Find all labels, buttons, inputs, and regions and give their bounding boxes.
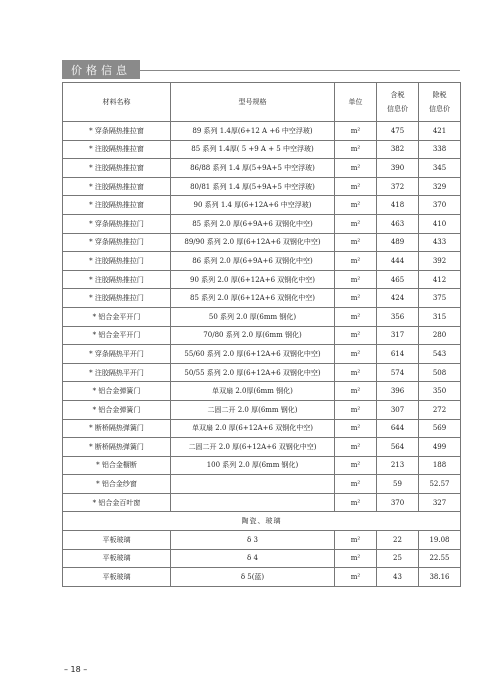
cell-unit: m² xyxy=(335,252,377,271)
cell-material-name: * 注胶隔热推拉窗 xyxy=(63,159,171,178)
table-row xyxy=(63,270,461,289)
cell-unit: m² xyxy=(335,549,377,568)
cell-material-name: 平板玻璃 xyxy=(63,568,171,587)
cell-tax-included: 390 xyxy=(377,159,419,178)
cell-tax-excluded: 350 xyxy=(419,382,461,401)
cell-material-name: * 注胶隔热推拉窗 xyxy=(63,196,171,215)
cell-material-name: * 铝合金弹簧门 xyxy=(63,400,171,419)
cell-tax-included: 59 xyxy=(377,475,419,494)
cell-material-name: * 注胶隔热平开门 xyxy=(63,363,171,382)
cell-tax-excluded: 345 xyxy=(419,159,461,178)
header-material-name: 材料名称 xyxy=(63,83,171,122)
table-row xyxy=(63,159,461,178)
cell-spec: δ 4 xyxy=(171,549,335,568)
cell-spec: 70/80 系列 2.0 厚(6mm 钢化) xyxy=(171,326,335,345)
cell-spec: 二固二开 2.0 厚(6+12A+6 双钢化中空) xyxy=(171,438,335,457)
cell-material-name: * 注胶隔热推拉门 xyxy=(63,270,171,289)
cell-spec xyxy=(171,493,335,512)
table-header-row xyxy=(63,83,461,122)
table-row xyxy=(63,531,461,550)
cell-spec: 单双扇 2.0 厚(6+12A+6 双钢化中空) xyxy=(171,419,335,438)
header-tax-excluded-line2: 信息价 xyxy=(429,105,450,113)
cell-spec: δ 5(蓝) xyxy=(171,568,335,587)
cell-material-name: * 断桥隔热弹簧门 xyxy=(63,419,171,438)
cell-material-name: * 穿条隔热推拉窗 xyxy=(63,122,171,141)
cell-material-name: * 铝合金弹簧门 xyxy=(63,382,171,401)
cell-spec: δ 3 xyxy=(171,531,335,550)
header-tax-included xyxy=(377,83,419,122)
cell-spec: 85 系列 2.0 厚(6+12A+6 双钢化中空) xyxy=(171,289,335,308)
cell-unit: m² xyxy=(335,456,377,475)
table-row xyxy=(63,475,461,494)
cell-material-name: * 注胶隔热推拉窗 xyxy=(63,177,171,196)
table-row xyxy=(63,233,461,252)
cell-unit: m² xyxy=(335,159,377,178)
table-row xyxy=(63,493,461,512)
cell-material-name: * 铝合金平开门 xyxy=(63,326,171,345)
table-row xyxy=(63,400,461,419)
section-label: 陶瓷、玻璃 xyxy=(63,512,461,531)
cell-spec: 55/60 系列 2.0 厚(6+12A+6 双钢化中空) xyxy=(171,345,335,364)
cell-material-name: * 铝合金纱窗 xyxy=(63,475,171,494)
cell-tax-included: 564 xyxy=(377,438,419,457)
table-row xyxy=(63,252,461,271)
cell-tax-excluded: 543 xyxy=(419,345,461,364)
header-tax-excluded-line1: 除税 xyxy=(432,91,447,99)
cell-unit: m² xyxy=(335,419,377,438)
cell-tax-included: 213 xyxy=(377,456,419,475)
table-row xyxy=(63,549,461,568)
cell-tax-excluded: 52.57 xyxy=(419,475,461,494)
cell-material-name: 平板玻璃 xyxy=(63,549,171,568)
cell-material-name: * 注胶隔热推拉窗 xyxy=(63,140,171,159)
cell-tax-included: 43 xyxy=(377,568,419,587)
table-row xyxy=(63,289,461,308)
table-row xyxy=(63,345,461,364)
table-row xyxy=(63,438,461,457)
price-table xyxy=(62,82,461,587)
cell-unit: m² xyxy=(335,270,377,289)
header-divider xyxy=(140,70,460,71)
cell-tax-excluded: 327 xyxy=(419,493,461,512)
cell-material-name: * 注胶隔热推拉门 xyxy=(63,252,171,271)
cell-material-name: * 穿条隔热平开门 xyxy=(63,345,171,364)
cell-tax-included: 418 xyxy=(377,196,419,215)
cell-spec: 86 系列 2.0 厚(6+9A+6 双钢化中空) xyxy=(171,252,335,271)
header-tax-included-line1: 含税 xyxy=(390,91,405,99)
cell-unit: m² xyxy=(335,438,377,457)
cell-unit: m² xyxy=(335,400,377,419)
cell-unit: m² xyxy=(335,531,377,550)
cell-spec: 90 系列 1.4 厚(6+12A+6 中空浮玻) xyxy=(171,196,335,215)
cell-unit: m² xyxy=(335,214,377,233)
cell-unit: m² xyxy=(335,475,377,494)
table-row xyxy=(63,214,461,233)
cell-tax-included: 424 xyxy=(377,289,419,308)
cell-tax-included: 317 xyxy=(377,326,419,345)
cell-unit: m² xyxy=(335,140,377,159)
cell-unit: m² xyxy=(335,568,377,587)
cell-tax-excluded: 508 xyxy=(419,363,461,382)
section-title: 价格信息 xyxy=(62,60,140,79)
cell-unit: m² xyxy=(335,493,377,512)
cell-spec: 90 系列 2.0 厚(6+12A+6 双钢化中空) xyxy=(171,270,335,289)
header-unit: 单位 xyxy=(335,83,377,122)
cell-tax-excluded: 421 xyxy=(419,122,461,141)
table-row xyxy=(63,196,461,215)
table-row xyxy=(63,363,461,382)
cell-spec: 单双扇 2.0厚(6mm 钢化) xyxy=(171,382,335,401)
page-number: – 18 – xyxy=(64,665,88,674)
cell-tax-included: 370 xyxy=(377,493,419,512)
cell-spec: 85 系列 1.4厚( 5 +9 A + 5 中空浮玻) xyxy=(171,140,335,159)
cell-tax-excluded: 38.16 xyxy=(419,568,461,587)
cell-unit: m² xyxy=(335,363,377,382)
cell-unit: m² xyxy=(335,233,377,252)
cell-unit: m² xyxy=(335,289,377,308)
cell-tax-excluded: 188 xyxy=(419,456,461,475)
cell-spec: 89/90 系列 2.0 厚(6+12A+6 双钢化中空) xyxy=(171,233,335,252)
cell-spec: 50 系列 2.0 厚(6mm 钢化) xyxy=(171,307,335,326)
cell-spec xyxy=(171,475,335,494)
cell-material-name: * 穿条隔热推拉门 xyxy=(63,233,171,252)
cell-spec: 85 系列 2.0 厚(6+9A+6 双钢化中空) xyxy=(171,214,335,233)
cell-tax-excluded: 499 xyxy=(419,438,461,457)
section-row xyxy=(63,512,461,531)
table-row xyxy=(63,177,461,196)
cell-tax-excluded: 19.08 xyxy=(419,531,461,550)
cell-tax-included: 475 xyxy=(377,122,419,141)
cell-tax-excluded: 410 xyxy=(419,214,461,233)
cell-tax-included: 396 xyxy=(377,382,419,401)
cell-spec: 二固二开 2.0 厚(6mm 钢化) xyxy=(171,400,335,419)
cell-tax-excluded: 329 xyxy=(419,177,461,196)
cell-tax-included: 489 xyxy=(377,233,419,252)
cell-tax-excluded: 315 xyxy=(419,307,461,326)
cell-unit: m² xyxy=(335,307,377,326)
cell-unit: m² xyxy=(335,196,377,215)
cell-tax-included: 372 xyxy=(377,177,419,196)
cell-unit: m² xyxy=(335,345,377,364)
header-spec: 型号规格 xyxy=(171,83,335,122)
cell-material-name: 平板玻璃 xyxy=(63,531,171,550)
cell-spec: 89 系列 1.4厚(6+12 A +6 中空浮玻) xyxy=(171,122,335,141)
cell-tax-excluded: 22.55 xyxy=(419,549,461,568)
cell-spec: 80/81 系列 1.4 厚(5+9A+5 中空浮玻) xyxy=(171,177,335,196)
cell-tax-included: 644 xyxy=(377,419,419,438)
cell-spec: 86/88 系列 1.4 厚(5+9A+5 中空浮玻) xyxy=(171,159,335,178)
table-row xyxy=(63,140,461,159)
table-row xyxy=(63,122,461,141)
cell-unit: m² xyxy=(335,177,377,196)
cell-tax-excluded: 412 xyxy=(419,270,461,289)
header-tax-excluded xyxy=(419,83,461,122)
cell-tax-included: 465 xyxy=(377,270,419,289)
cell-tax-included: 382 xyxy=(377,140,419,159)
cell-tax-included: 574 xyxy=(377,363,419,382)
cell-spec: 100 系列 2.0 厚(6mm 钢化) xyxy=(171,456,335,475)
cell-material-name: * 穿条隔热推拉门 xyxy=(63,214,171,233)
cell-spec: 50/55 系列 2.0 厚(6+12A+6 双钢化中空) xyxy=(171,363,335,382)
cell-unit: m² xyxy=(335,382,377,401)
cell-material-name: * 铝合金平开门 xyxy=(63,307,171,326)
cell-tax-excluded: 280 xyxy=(419,326,461,345)
cell-unit: m² xyxy=(335,122,377,141)
table-row xyxy=(63,382,461,401)
cell-tax-excluded: 392 xyxy=(419,252,461,271)
cell-material-name: * 注胶隔热推拉门 xyxy=(63,289,171,308)
cell-material-name: * 铝合金百叶窗 xyxy=(63,493,171,512)
cell-tax-excluded: 272 xyxy=(419,400,461,419)
cell-tax-excluded: 375 xyxy=(419,289,461,308)
cell-material-name: * 断桥隔热弹簧门 xyxy=(63,438,171,457)
cell-tax-included: 25 xyxy=(377,549,419,568)
cell-material-name: * 铝合金橱断 xyxy=(63,456,171,475)
cell-tax-included: 22 xyxy=(377,531,419,550)
cell-unit: m² xyxy=(335,326,377,345)
cell-tax-excluded: 338 xyxy=(419,140,461,159)
cell-tax-included: 463 xyxy=(377,214,419,233)
cell-tax-excluded: 370 xyxy=(419,196,461,215)
table-row xyxy=(63,326,461,345)
cell-tax-included: 356 xyxy=(377,307,419,326)
table-row xyxy=(63,568,461,587)
cell-tax-included: 444 xyxy=(377,252,419,271)
header-tax-included-line2: 信息价 xyxy=(387,105,408,113)
table-row xyxy=(63,456,461,475)
table-row xyxy=(63,419,461,438)
cell-tax-included: 307 xyxy=(377,400,419,419)
table-row xyxy=(63,307,461,326)
cell-tax-excluded: 433 xyxy=(419,233,461,252)
cell-tax-included: 614 xyxy=(377,345,419,364)
cell-tax-excluded: 569 xyxy=(419,419,461,438)
